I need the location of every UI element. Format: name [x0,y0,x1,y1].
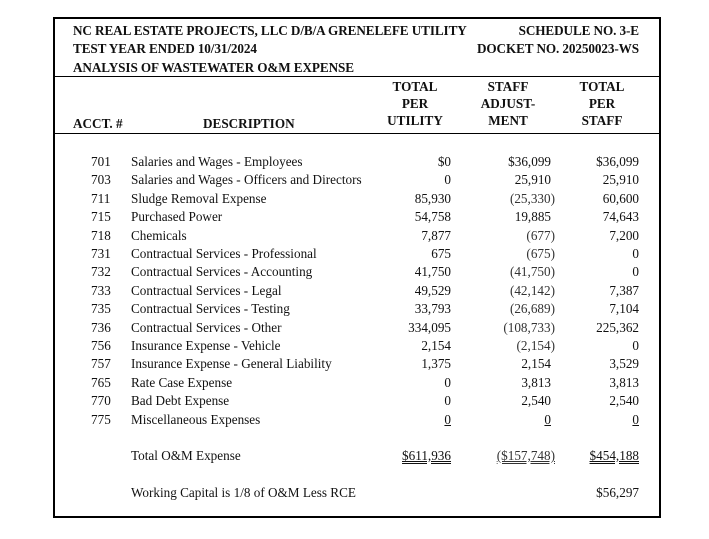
docket-number: DOCKET NO. 20250023-WS [476,41,639,56]
row-description: Miscellaneous Expenses [131,411,261,427]
table-row [55,338,659,356]
utility-value: $0 [437,154,451,169]
schedule-number: SCHEDULE NO. 3-E [518,23,639,38]
total-staff-value: $454,188 [589,448,639,463]
row-description: Sludge Removal Expense [131,190,267,206]
adjustment-value: (108,733) [503,319,555,335]
staff-value: 0 [632,246,639,261]
row-description: Salaries and Wages - Employees [131,154,303,169]
table-row [55,412,659,430]
utility-value: 0 [444,393,451,409]
schedule-sheet [53,17,661,518]
total-adjustment-value: ($157,748) [496,448,555,463]
acct-number: 703 [91,172,111,188]
utility-value: 2,154 [421,338,451,353]
utility-value: 0 [444,374,451,390]
staff-value: 7,200 [609,227,639,243]
row-description: Insurance Expense - Vehicle [131,338,281,353]
adjustment-value: 3,813 [521,374,551,390]
staff-value: 7,387 [609,282,639,298]
working-capital-row [55,485,659,503]
test-year: TEST YEAR ENDED 10/31/2024 [73,41,257,56]
table-row [55,264,659,282]
table-row [55,191,659,209]
acct-number: 736 [91,319,111,335]
acct-number: 765 [91,374,111,390]
row-description: Salaries and Wages - Officers and Directors [131,172,362,188]
table-row [55,301,659,319]
row-description: Purchased Power [131,209,223,225]
col-staff-line3: STAFF [581,113,623,128]
utility-value: 334,095 [408,319,451,335]
table-row [55,246,659,264]
col-adjustment-line1: STAFF [487,79,529,94]
acct-number: 715 [91,209,111,225]
utility-value: 85,930 [414,190,451,206]
row-description: Insurance Expense - General Liability [131,356,332,372]
adjustment-value: (677) [526,227,555,243]
acct-number: 733 [91,282,111,298]
acct-number: 770 [91,393,111,409]
staff-value: 7,104 [609,301,639,317]
company-name: NC REAL ESTATE PROJECTS, LLC D/B/A GRENELEFE UTILITY [73,23,467,38]
header-divider [55,76,659,77]
row-description: Contractual Services - Testing [131,301,290,317]
col-staff-header [570,79,634,129]
adjustment-value: $36,099 [508,154,551,169]
adjustment-value: (2,154) [516,338,555,353]
adjustment-value: (26,689) [509,301,555,317]
col-adjustment-header [473,79,543,129]
total-description: Total O&M Expense [131,448,241,463]
adjustment-value: 25,910 [514,172,551,188]
adjustment-value: (42,142) [509,282,555,298]
table-row [55,393,659,411]
acct-number: 731 [91,246,111,261]
col-utility-line2: PER [401,96,429,111]
adjustment-value: (41,750) [509,264,555,280]
acct-number: 701 [91,154,111,169]
table-row [55,283,659,301]
col-staff-line2: PER [588,96,616,111]
utility-value: 41,750 [414,264,451,280]
acct-number: 757 [91,356,111,372]
col-description-header: DESCRIPTION [203,116,295,131]
col-adjustment-line3: MENT [488,113,528,128]
adjustment-value: 2,154 [521,356,551,372]
utility-value: 0 [444,411,451,427]
staff-value: 60,600 [602,190,639,206]
utility-value: 49,529 [414,282,451,298]
col-utility-line1: TOTAL [392,79,438,94]
row-description: Bad Debt Expense [131,393,230,409]
row-description: Contractual Services - Legal [131,282,282,298]
adjustment-value: 2,540 [521,393,551,409]
utility-value: 33,793 [414,301,451,317]
table-row [55,172,659,190]
col-acct-header: ACCT. # [73,116,123,131]
utility-value: 0 [444,172,451,188]
table-row [55,320,659,338]
adjustment-value: 19,885 [514,209,551,225]
adjustment-value: (675) [526,246,555,261]
row-description: Rate Case Expense [131,374,233,390]
utility-value: 1,375 [421,356,451,372]
acct-number: 718 [91,227,111,243]
row-description: Contractual Services - Professional [131,246,317,261]
acct-number: 732 [91,264,111,280]
working-capital-description: Working Capital is 1/8 of O&M Less RCE [131,485,356,500]
acct-number: 775 [91,411,111,427]
acct-number: 711 [91,190,111,206]
total-utility-value: $611,936 [402,448,451,463]
table-row [55,375,659,393]
table-row [55,228,659,246]
col-staff-line1: TOTAL [579,79,625,94]
utility-value: 7,877 [421,227,451,243]
acct-number: 756 [91,338,111,353]
staff-value: 3,813 [609,374,639,390]
row-description: Contractual Services - Other [131,319,282,335]
utility-value: 675 [431,246,451,261]
staff-value: 25,910 [602,172,639,188]
adjustment-value: 0 [544,411,551,427]
working-capital-value: $56,297 [596,485,639,500]
table-row [55,154,659,172]
staff-value: 0 [632,411,639,427]
col-utility-line3: UTILITY [387,113,443,128]
staff-value: 3,529 [609,356,639,372]
col-adjustment-line2: ADJUST- [480,96,536,111]
staff-value: 74,643 [602,209,639,225]
table-row [55,356,659,374]
column-header-divider [55,133,659,134]
row-description: Contractual Services - Accounting [131,264,313,280]
acct-number: 735 [91,301,111,317]
staff-value: 225,362 [596,319,639,335]
schedule-title: ANALYSIS OF WASTEWATER O&M EXPENSE [73,60,354,75]
total-row [55,448,659,466]
col-utility-header [385,79,445,129]
staff-value: 2,540 [609,393,639,409]
staff-value: 0 [632,338,639,353]
staff-value: 0 [632,264,639,280]
table-row [55,209,659,227]
row-description: Chemicals [131,227,187,243]
adjustment-value: (25,330) [509,190,555,206]
staff-value: $36,099 [596,154,639,169]
utility-value: 54,758 [414,209,451,225]
